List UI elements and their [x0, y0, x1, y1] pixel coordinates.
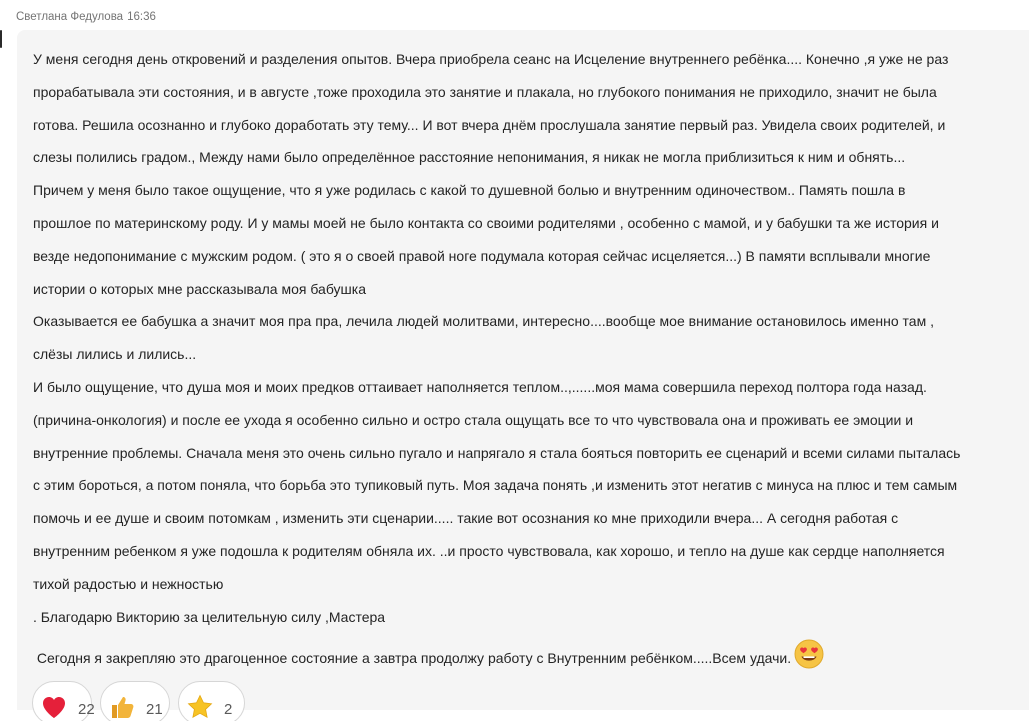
- message-line: внутренние проблемы. Сначала меня это очень сильно пугало и напрягало я стала бояться повторить ее сценарий и всеми силами пыталась: [33, 444, 961, 461]
- thumbs-up-icon: [108, 693, 136, 721]
- message-line: (причина-онкология) и после ее ухода я особенно сильно и остро стала ощущать все то что чувствовала она и проживать ее эмоции и: [33, 411, 914, 428]
- reaction-thumbs-up[interactable]: [100, 681, 170, 721]
- reaction-star[interactable]: [178, 681, 245, 721]
- reaction-count: 21: [146, 700, 163, 718]
- message-line: истории о которых мне рассказывала моя бабушка: [33, 280, 366, 297]
- reactions-bar: [32, 681, 245, 721]
- message-line: тихой радостью и нежностью: [33, 575, 224, 592]
- message-line: Оказывается ее бабушка а значит моя пра пра, лечила людей молитвами, интересно....вообще мое внимание остановилось именно там ,: [33, 313, 934, 330]
- message-line: помочь и ее душе и своим потомкам , изменить эти сценарии..... такие вот осознания ко мне приходили вчера... А сегодня работая с: [33, 510, 899, 527]
- reaction-count: 22: [78, 700, 95, 718]
- message-line: . Благодарю Викторию за целительную силу ,Мастера: [33, 608, 386, 625]
- message-line: внутренним ребенком я уже подошла к родителям обняла их. ..и просто чувствовала, как хорошо, и тепло на душе как сердце наполняется: [33, 542, 945, 559]
- message-line: слезы полились градом., Между нами было определённое расстояние непонимания, я никак не могла приблизиться к ним и обнять...: [33, 149, 906, 166]
- reaction-count: 2: [224, 700, 233, 718]
- message-line: прорабатывала эти состояния, и в августе ,тоже проходила это занятие и плакала, но глубокого понимания не приходило, значит не была: [33, 83, 937, 100]
- message-line: готова. Решила осознанно и глубоко доработать эту тему... И вот вчера днём прослушала занятие первый раз. Увидела своих родителей, и: [33, 116, 946, 133]
- message-line: слёзы лились и лились...: [33, 346, 197, 363]
- heart-icon: [40, 693, 68, 721]
- smiling-face-with-heart-eyes-icon: [794, 639, 824, 669]
- message-body: [33, 43, 1018, 680]
- message-line: везде недопонимание с мужским родом. ( это я о своей правой ноге подумала которая сейчас исцеляется...) В памяти всплывали многие: [33, 247, 931, 264]
- message-line: с этим бороться, а потом поняла, что борьба это тупиковый путь. Моя задача понять ,и изменить этот негатив с минуса на плюс и тем самым: [33, 477, 958, 494]
- message-time: 16:36: [127, 11, 156, 23]
- message-last-line: [33, 636, 1018, 680]
- message-line: прошлое по материнскому роду. И у мамы моей не было контакта со своими родителями , особенно с мамой, и у бабушки та же история и: [33, 214, 939, 231]
- message-line: Сегодня я закрепляю это драгоценное состояние а завтра продолжу работу с Внутренним ребёнком.....Всем удачи.: [33, 650, 792, 667]
- message-header: [16, 11, 156, 23]
- author-name[interactable]: Светлана Федулова: [16, 11, 124, 23]
- message-line: Причем у меня было такое ощущение, что я уже родилась с какой то душевной болью и внутренним одиночеством.. Память пошла в: [33, 182, 906, 199]
- message-line: У меня сегодня день откровений и разделения опытов. Вчера приобрела сеанс на Исцеление внутреннего ребёнка.... Конечно ,я уже не раз: [33, 51, 949, 67]
- message-line: И было ощущение, что душа моя и моих предков оттаивает наполняется теплом..,......моя мама совершила переход полтора года назад.: [33, 378, 927, 395]
- star-icon: [186, 693, 214, 721]
- message-indicator: [0, 30, 2, 48]
- reaction-heart[interactable]: [32, 681, 95, 721]
